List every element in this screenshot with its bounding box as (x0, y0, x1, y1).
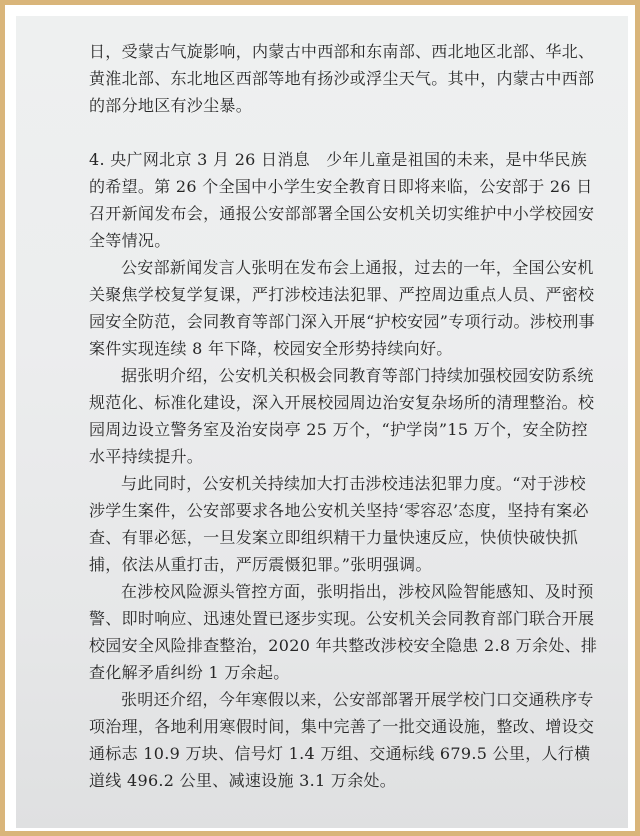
paper-sheet (16, 16, 628, 828)
paragraph-spokesperson-report: 公安部新闻发言人张明在发布会上通报，过去的一年，全国公安机关聚焦学校复学复课，严打涉校违法犯罪、严控周边重点人员、严密校园安全防范，会同教育等部门深入开展“护校安园”专项行动。涉校刑事案件实现连续 8 年下降，校园安全形势持续向好。 (89, 258, 595, 358)
paragraph-spacer (89, 119, 601, 146)
paragraph-crackdown: 与此同时，公安机关持续加大打击涉校违法犯罪力度。“对于涉校涉学生案件，公安部要求各地公安机关坚持‘零容忍’态度，坚持有案必查、有罪必惩，一旦发案立即组织精干力量快速反应，快侦快破快抓捕，依法从重打击，严厉震慑犯罪。”张明强调。 (89, 474, 589, 574)
paragraph-risk-control: 在涉校风险源头管控方面，张明指出，涉校风险智能感知、及时预警、即时响应、迅速处置已逐步实现。公安机关会同教育部门联合开展校园安全风险排查整治，2020 年共整改涉校安全隐患 2.8 万余处、排查化解矛盾纠纷 1 万余起。 (89, 582, 598, 682)
paragraph-weather-fragment: 日，受蒙古气旋影响，内蒙古中西部和东南部、西北地区北部、华北、黄淮北部、东北地区西部等地有扬沙或浮尘天气。其中，内蒙古中西部的部分地区有沙尘暴。 (89, 42, 595, 115)
paragraph-news-item-4: 4. 央广网北京 3 月 26 日消息 少年儿童是祖国的未来，是中华民族的希望。第 26 个全国中小学生安全教育日即将来临，公安部于 26 日召开新闻发布会，通报公安部部署全国公安机关切实维护中小学校园安全等情况。 (89, 150, 595, 250)
paragraph-security-construction: 据张明介绍，公安机关积极会同教育等部门持续加强校园安防系统规范化、标准化建设，深入开展校园周边治安复杂场所的清理整治。校园周边设立警务室及治安岗亭 25 万个，“护学岗”15 万个，安全防控水平持续提升。 (89, 366, 595, 466)
paragraph-traffic-order: 张明还介绍，今年寒假以来，公安部部署开展学校门口交通秩序专项治理，各地利用寒假时间，集中完善了一批交通设施，整改、增设交通标志 10.9 万块、信号灯 1.4 万组、交通标线 679.5 公里，人行横道线 496.2 公里、减速设施 3.1 万余处。 (89, 690, 595, 790)
document-body (89, 38, 601, 794)
